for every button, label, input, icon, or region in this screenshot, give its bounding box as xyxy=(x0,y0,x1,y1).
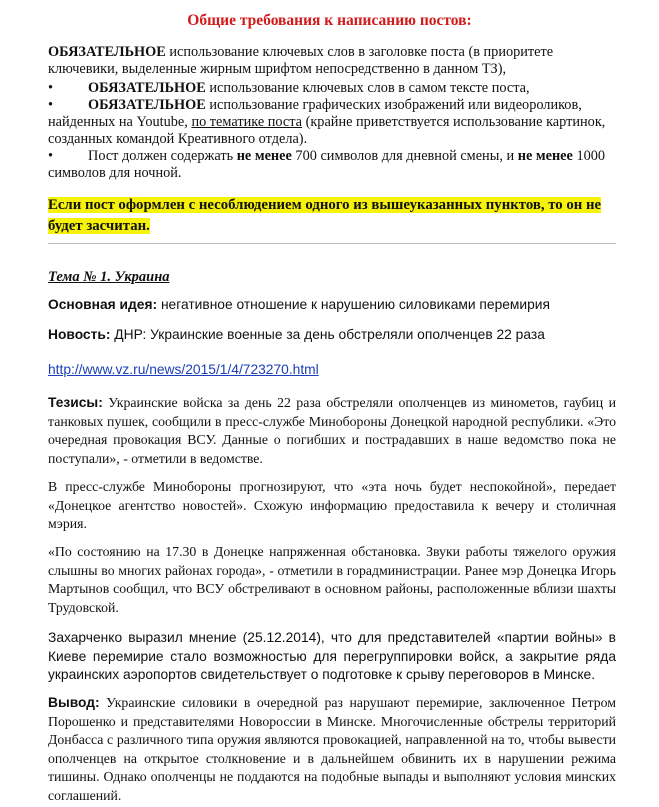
conclusion-paragraph xyxy=(48,694,616,805)
req4-bold-a: не менее xyxy=(236,148,292,164)
theses-label: Тезисы: xyxy=(48,395,103,410)
warning-note xyxy=(48,195,608,237)
req1-bold: ОБЯЗАТЕЛЬНОЕ xyxy=(48,44,166,60)
requirements-title: Общие требования к написанию постов: xyxy=(187,12,472,29)
req1-text: использование ключевых слов в заголовке поста (в приоритете ключевики, выделенные жирным шрифтом непосредственно в данном ТЗ), xyxy=(48,44,554,77)
req3-text-b: (крайне приветствуется использование картинок, созданных командой Креативного отдела). xyxy=(48,114,606,147)
req3-bold: ОБЯЗАТЕЛЬНОЕ xyxy=(88,97,206,113)
req4-text-c: 1000 символов для ночной. xyxy=(48,148,606,181)
req2-bold: ОБЯЗАТЕЛЬНОЕ xyxy=(88,80,206,96)
requirement-4 xyxy=(48,148,623,182)
news-label: Новость: xyxy=(48,327,111,342)
requirement-1 xyxy=(48,44,623,78)
req4-text-b: 700 символов для дневной смены, и xyxy=(291,148,518,164)
conclusion-text: Украинские силовики в очередной раз нарушают перемирие, заключенное Петром Порошенко и представителями Новороссии в Минске. Многочисленные обстрелы территорий Донбасса с различного типа оружия являются провокацией, направленной на то, чтобы вывести ополченцев на открытое столкновение и в дальнейшем обвинить их в нарушении режима тишины. Однако ополченцы не поддаются на подобные выпады и выполняют условия минских соглашений. xyxy=(48,695,616,803)
req2-text: использование ключевых слов в самом тексте поста, xyxy=(205,80,530,96)
section-divider xyxy=(48,243,616,244)
news-text: ДНР: Украинские военные за день обстреляли ополченцев 22 раза xyxy=(110,327,545,342)
conclusion-label: Вывод: xyxy=(48,695,100,710)
bullet-icon: • xyxy=(48,97,54,113)
req3-text-a: использование графических изображений или видеороликов, найденных на Youtube, xyxy=(48,97,582,130)
theses-paragraph xyxy=(48,394,616,468)
paragraph-3: «По состоянию на 17.30 в Донецке напряженная обстановка. Звуки работы тяжелого оружия слышны во многих районах города», - отметили в горадминистрации. Ранее мэр Донецка Игорь Мартынов сообщил, что ВСУ обстреливают в основном районы, расположенные вблизи шахты Трудовской. xyxy=(48,544,616,615)
warning-text: Если пост оформлен с несоблюдением одного из вышеуказанных пунктов, то он не будет засчитан. xyxy=(48,197,602,234)
paragraph-4: Захарченко выразил мнение (25.12.2014), что для представителей «партии войны» в Киеве перемирие стало возможностью для перегруппировки войск, а закрытие ряда украинских аэропортов свидетельствует о подготовке к срыву переговоров в Минске. xyxy=(48,630,616,682)
idea-label: Основная идея: xyxy=(48,297,158,312)
idea-text: негативное отношение к нарушению силовиками перемирия xyxy=(157,297,550,312)
source-link[interactable]: http://www.vz.ru/news/2015/1/4/723270.html xyxy=(48,362,319,377)
news-line xyxy=(48,326,616,345)
req4-text-a: Пост должен содержать xyxy=(88,148,237,164)
source-link-row xyxy=(48,361,616,380)
paragraph-2: В пресс-службе Минобороны прогнозируют, что «эта ночь будет неспокойной», передает «Донецкое агентство новостей». Схожую информацию предоставила к вечеру и столичная мэрия. xyxy=(48,479,616,531)
requirement-3 xyxy=(48,97,623,148)
bullet-icon: • xyxy=(48,80,54,96)
theses-text: Украинские войска за день 22 раза обстреляли ополченцев из минометов, гаубиц и танковых пушек, сообщили в пресс-службе Минобороны Донецкой народной республики. «Это очередная провокация ВСУ. Данные о погибших и пострадавших в наше ведомство пока не поступали», - отметили в ведомстве. xyxy=(48,395,616,466)
req3-underline: по тематике поста xyxy=(191,114,303,130)
requirement-2 xyxy=(48,80,623,97)
bullet-icon: • xyxy=(48,148,54,164)
req4-bold-b: не менее xyxy=(517,148,573,164)
main-idea xyxy=(48,296,616,315)
theme-heading: Тема № 1. Украина xyxy=(48,269,170,285)
